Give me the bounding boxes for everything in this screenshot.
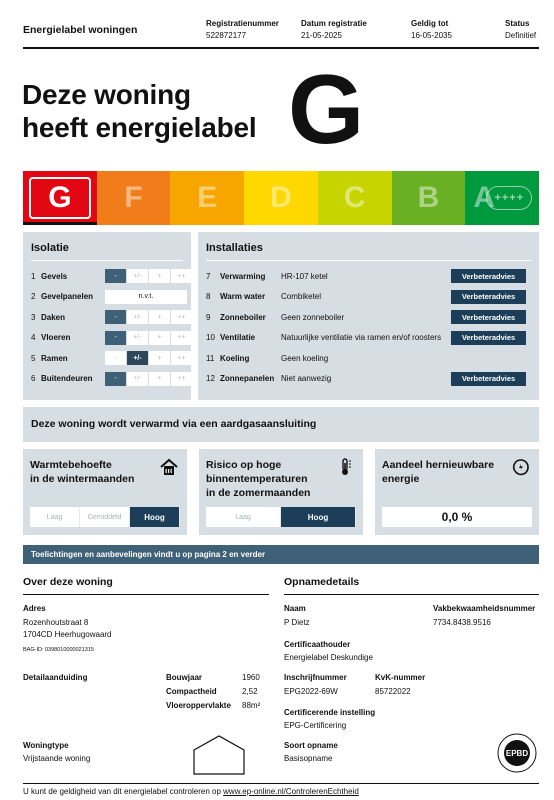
insulation-rating [105,351,193,365]
footer-note: U kunt de geldigheid van dit energielabel controleren op www.ep-online.nl/ControlerenEchtheid [23,787,359,796]
rating-option: +/- [127,269,148,283]
improvement-advice-button[interactable]: Verbeteradvies [451,331,526,345]
insulation-rating [105,269,193,283]
home-type-label: Woningtype [23,741,69,750]
insulation-rating [105,331,193,345]
registration-date: Datum registratie 21-05-2025 [301,19,367,40]
status: Status Definitief [505,19,537,40]
house-heat-icon [160,458,178,476]
heating-note: Deze woning wordt verwarmd via een aardgasaansluiting [23,407,539,442]
insulation-panel [23,232,191,400]
label-class-f: F [97,171,171,225]
headline: Deze woning heeft energielabel [22,79,257,143]
heat-demand-scale [30,507,180,527]
insulation-row: 6 Buitendeuren - +/- + ++ [31,372,109,386]
build-year-label: Bouwjaar [166,673,203,682]
divider [284,594,539,595]
renewable-energy-box: Aandeel hernieuwbare energie 0,0 % [375,449,539,535]
address-street: Rozenhoutstraat 8 [23,618,89,627]
installation-row: 8 Warm water Combiketel [206,292,322,301]
installation-row: 9 Zonneboiler Geen zonneboiler [206,312,345,322]
kvk-label: KvK-nummer [375,673,426,682]
rating-option: ++ [171,351,192,365]
name-value: P Dietz [284,618,310,627]
insulation-row: 5 Ramen - +/- + ++ [31,351,109,365]
label-class-g: G [23,171,97,225]
aplus-badge: ++++ [486,186,532,210]
rating-option: + [149,372,170,386]
inspection-type-label: Soort opname [284,741,338,750]
rating-option: ++ [171,269,192,283]
address-city: 1704CD Heerhugowaard [23,630,112,639]
certificate-holder-label: Certificaathouder [284,640,351,649]
renewable-share-value: 0,0 % [382,507,532,527]
qualification-value: 7734.8438.9516 [433,618,491,627]
certifying-body-label: Certificerende instelling [284,708,376,717]
inspection-title: Opnamedetails [284,576,360,588]
installations-panel [198,232,539,400]
kvk-value: 85722022 [375,687,411,696]
label-class-a: A ++++ [465,171,539,225]
improvement-advice-button[interactable]: Verbeteradvies [451,310,526,324]
inspection-type-value: Basisopname [284,754,333,763]
label-class-b: B [392,171,466,225]
installation-row: 7 Verwarming HR-107 ketel [206,271,328,281]
rating-option: +/- [127,351,148,365]
renewable-icon [512,458,530,476]
option-medium: Gemiddeld [80,507,130,527]
option-low: Laag [206,507,281,527]
footer-divider [23,783,539,784]
installations-title: Installaties [206,242,263,254]
build-year-value: 1960 [242,673,260,682]
option-low: Laag [30,507,80,527]
floor-area-value: 88m² [242,701,261,710]
overheating-risk-box: Risico op hoge binnentemperaturen in de zomermaanden Laag Hoog [199,449,363,535]
rating-option: +/- [127,310,148,324]
thermometer-icon [336,458,354,476]
overheating-risk-scale [206,507,356,527]
installation-row: 10 Ventilatie Natuurlijke ventilatie via ramen en/of roosters [206,333,442,342]
rating-option: +/- [127,331,148,345]
header-divider [23,47,539,49]
rating-option: - [105,351,126,365]
certifying-body-value: EPG-Certificering [284,721,347,730]
insulation-row: 4 Vloeren - +/- + ++ [31,331,109,345]
improvement-advice-button[interactable]: Verbeteradvies [451,290,526,304]
valid-until: Geldig tot 16-05-2035 [411,19,452,40]
insulation-rating [105,310,193,324]
registration-number: Registratienummer 522872177 [206,19,279,40]
rating-option: + [149,351,170,365]
rating-option: - [105,310,126,324]
qualification-label: Vakbekwaamheidsnummer [433,604,536,613]
rating-option: - [105,269,126,283]
divider [23,594,269,595]
rating-option: +/- [127,372,148,386]
about-home-title: Over deze woning [23,576,113,588]
detail-label: Detailaanduiding [23,673,88,682]
certificate-holder-value: Energielabel Deskundige [284,653,373,662]
address-label: Adres [23,604,46,613]
divider [31,260,183,261]
heat-demand-box: Warmtebehoefte in de wintermaanden Laag Gemiddeld Hoog [23,449,187,535]
rating-option: + [149,331,170,345]
insulation-row: 1 Gevels - +/- + ++ [31,269,109,283]
option-high: Hoog [281,507,356,527]
insulation-row: 2 Gevelpanelen n.v.t. [31,290,109,304]
epbd-seal-icon [496,732,538,774]
rating-option: + [149,310,170,324]
energy-label-scale [23,171,539,225]
improvement-advice-button[interactable]: Verbeteradvies [451,269,526,283]
compactness-label: Compactheid [166,687,217,696]
name-label: Naam [284,604,306,613]
registration-label: Inschrijfnummer [284,673,347,682]
rating-option: + [149,269,170,283]
installation-row: 12 Zonnepanelen Niet aanwezig [206,374,332,383]
svg-text:EPBD: EPBD [505,749,529,758]
divider [206,260,531,261]
insulation-title: Isolatie [31,242,69,254]
option-high: Hoog [130,507,180,527]
bag-id: BAG-ID: 0398010000021315 [23,647,94,653]
energy-label-letter: G [288,54,365,164]
insulation-row: 3 Daken - +/- + ++ [31,310,109,324]
label-class-c: C [318,171,392,225]
rating-option: - [105,372,126,386]
detached-house-icon [192,734,246,776]
rating-option: ++ [171,331,192,345]
installation-row: 11 Koeling Geen koeling [206,353,329,363]
label-class-e: E [170,171,244,225]
label-class-d: D [244,171,318,225]
insulation-rating: n.v.t. [105,290,188,304]
info-bar: Toelichtingen en aanbevelingen vindt u op pagina 2 en verder [23,545,539,564]
compactness-value: 2,52 [242,687,258,696]
document-header [23,16,539,46]
home-type-value: Vrijstaande woning [23,754,91,763]
improvement-advice-button[interactable]: Verbeteradvies [451,372,526,386]
document-title: Energielabel woningen [23,24,138,36]
insulation-rating [105,372,193,386]
rating-option: ++ [171,310,192,324]
registration-value: EPG2022-69W [284,687,338,696]
rating-option: - [105,331,126,345]
rating-option: ++ [171,372,192,386]
floor-area-label: Vloeroppervlakte [166,701,231,710]
verification-link[interactable]: www.ep-online.nl/ControlerenEchtheid [223,787,359,796]
